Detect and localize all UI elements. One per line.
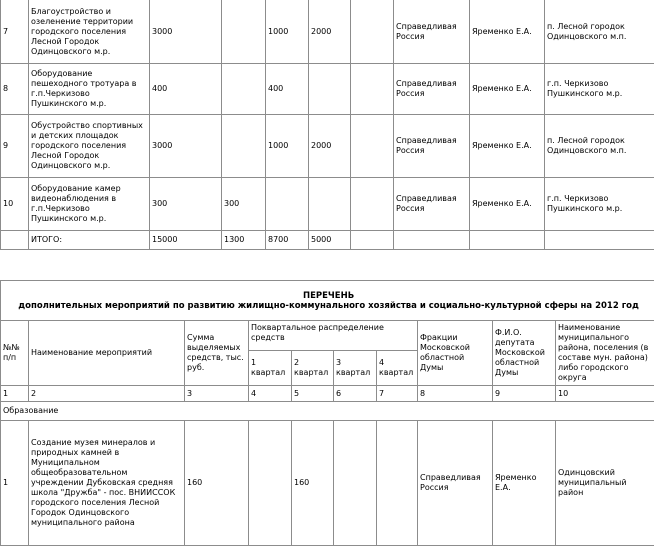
q3-cell [334, 421, 377, 546]
q2-cell: 1000 [266, 0, 309, 64]
faction-cell: Справедливая Россия [394, 178, 470, 231]
col-number: 7 [377, 386, 418, 402]
q1-cell [222, 0, 266, 64]
deputy-cell: Яременко Е.А. [470, 115, 545, 178]
q4-cell [351, 0, 394, 64]
activity-name: Оборудование камер видеонаблюдения в г.п.Черкизово Пушкинского м.р. [29, 178, 150, 231]
col-number: 3 [185, 386, 249, 402]
q4-cell [351, 115, 394, 178]
q1-cell [222, 64, 266, 115]
row-number: 9 [1, 115, 29, 178]
q2-cell [266, 178, 309, 231]
table-row [1, 115, 654, 178]
header-row [1, 321, 654, 351]
total-q1: 1300 [222, 231, 266, 250]
header-quarterly: Поквартальное распределение средств [249, 321, 418, 351]
q2-cell: 160 [292, 421, 334, 546]
total-q3: 5000 [309, 231, 351, 250]
sum-cell: 160 [185, 421, 249, 546]
total-row [1, 231, 654, 250]
q1-cell [249, 421, 292, 546]
row-number: 8 [1, 64, 29, 115]
row-number: 7 [1, 0, 29, 64]
col-number: 9 [493, 386, 556, 402]
col-number: 2 [29, 386, 185, 402]
q4-cell [377, 421, 418, 546]
q4-cell [351, 64, 394, 115]
table-continuation [0, 0, 654, 250]
sum-cell: 3000 [150, 115, 222, 178]
table-row [1, 421, 654, 546]
list-title-main: ПЕРЕЧЕНЬ [302, 290, 355, 301]
col-number: 4 [249, 386, 292, 402]
header-district: Наименование муниципального района, поселения (в составе мун. района) либо городского округа [556, 321, 654, 386]
district-cell: г.п. Черкизово Пушкинского м.р. [545, 178, 654, 231]
header-q1: 1 квартал [249, 351, 292, 386]
header-faction: Фракции Московской областной Думы [418, 321, 493, 386]
activity-name: Благоустройство и озеленение территории городского поселения Лесной Городок Одинцовского м.р. [29, 0, 150, 64]
header-deputy: Ф.И.О. депутата Московской областной Думы [493, 321, 556, 386]
faction-cell: Справедливая Россия [394, 0, 470, 64]
q1-cell: 300 [222, 178, 266, 231]
section-row [1, 402, 654, 421]
district-cell: п. Лесной городок Одинцовского м.п. [545, 0, 654, 64]
deputy-cell: Яременко Е.А. [470, 0, 545, 64]
faction-cell: Справедливая Россия [394, 64, 470, 115]
table-row [1, 178, 654, 231]
table-row [1, 64, 654, 115]
header-num: №№ п/п [1, 321, 29, 386]
header-name: Наименование мероприятий [29, 321, 185, 386]
list-title-subtitle: дополнительных мероприятий по развитию жилищно-коммунального хозяйства и социально-культурной сферы на 2012 год [18, 300, 639, 311]
deputy-cell: Яременко Е.А. [470, 178, 545, 231]
col-number: 10 [556, 386, 654, 402]
table-additional-activities [0, 280, 654, 546]
header-sum: Сумма выделяемых средств, тыс. руб. [185, 321, 249, 386]
district-cell: г.п. Черкизово Пушкинского м.р. [545, 64, 654, 115]
activity-name: Создание музея минералов и природных камней в Муниципальном общеобразовательном учреждении Дубковская средняя школа "Дружба" - пос. ВНИИССОК городского поселения Лесной Городок Одинцовского муниципального района [29, 421, 185, 546]
sum-cell: 300 [150, 178, 222, 231]
faction-cell: Справедливая Россия [394, 115, 470, 178]
column-numbers-row [1, 386, 654, 402]
deputy-cell: Яременко Е.А. [493, 421, 556, 546]
activity-name: Оборудование пешеходного тротуара в г.п.Черкизово Пушкинского м.р. [29, 64, 150, 115]
q3-cell [309, 64, 351, 115]
district-cell: п. Лесной городок Одинцовского м.п. [545, 115, 654, 178]
total-q2: 8700 [266, 231, 309, 250]
header-q2: 2 квартал [292, 351, 334, 386]
activity-name: Обустройство спортивных и детских площадок городского поселения Лесной Городок Одинцовского м.р. [29, 115, 150, 178]
table-row [1, 0, 654, 64]
district-cell: Одинцовский муниципальный район [556, 421, 654, 546]
header-q4: 4 квартал [377, 351, 418, 386]
sum-cell: 400 [150, 64, 222, 115]
sum-cell: 3000 [150, 0, 222, 64]
row-number: 10 [1, 178, 29, 231]
q2-cell: 1000 [266, 115, 309, 178]
col-number: 6 [334, 386, 377, 402]
row-number: 1 [1, 421, 29, 546]
total-label: ИТОГО: [29, 231, 150, 250]
section-label: Образование [1, 402, 654, 421]
col-number: 8 [418, 386, 493, 402]
deputy-cell: Яременко Е.А. [470, 64, 545, 115]
q4-cell [351, 178, 394, 231]
col-number: 5 [292, 386, 334, 402]
col-number: 1 [1, 386, 29, 402]
q1-cell [222, 115, 266, 178]
q3-cell: 2000 [309, 115, 351, 178]
q3-cell [309, 178, 351, 231]
header-q3: 3 квартал [334, 351, 377, 386]
q2-cell: 400 [266, 64, 309, 115]
title-row [1, 281, 654, 321]
total-sum: 15000 [150, 231, 222, 250]
q3-cell: 2000 [309, 0, 351, 64]
faction-cell: Справедливая Россия [418, 421, 493, 546]
list-title [1, 281, 654, 321]
